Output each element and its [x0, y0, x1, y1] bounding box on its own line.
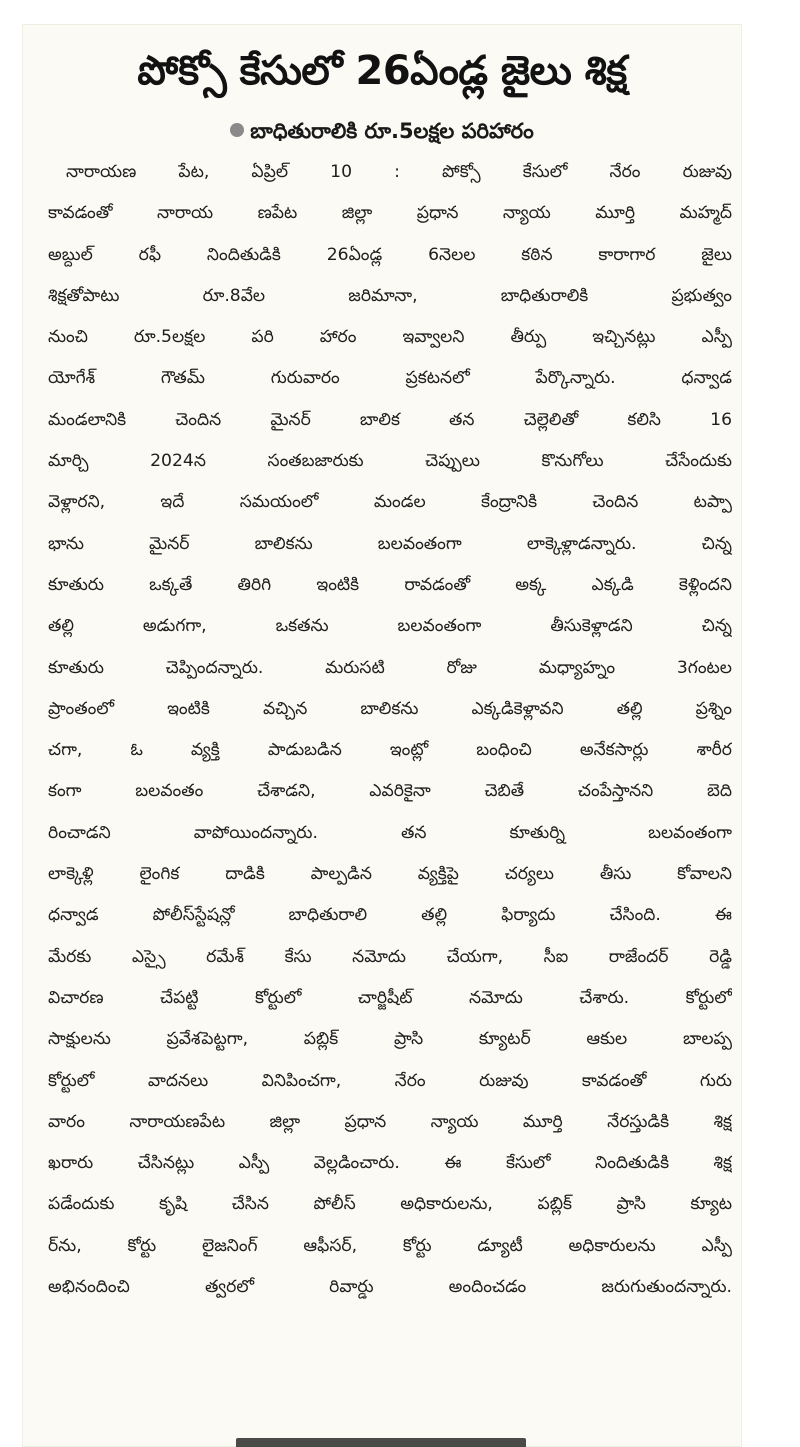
article-line: నారాయణ పేట, ఏప్రిల్ 10 : పోక్సో కేసులో నేరం రుజువు [66, 162, 732, 182]
article-line: లాక్కెళ్లి లైంగిక దాడికి పాల్పడిన వ్యక్తిపై చర్యలు తీసు కోవాలని [48, 864, 732, 885]
article-line: నుంచి రూ.5లక్షల పరి హారం ఇవ్వాలని తీర్పు ఇచ్చినట్లు ఎస్పీ [48, 327, 732, 348]
article-line: కూతురు చెప్పిందన్నారు. మరుసటి రోజు మధ్యాహ్నం 3గంటల [48, 657, 732, 678]
subheadline-text: బాధితురాలికి రూ.5లక్షల పరిహారం [250, 119, 534, 143]
article-line: వారం నారాయణపేట జిల్లా ప్రధాన న్యాయ మూర్తి నేరస్తుడికి శిక్ష [48, 1111, 732, 1132]
bullet-dot-icon [230, 123, 244, 137]
article-subheadline [30, 114, 734, 148]
article-line: అభినందించి త్వరలో రివార్డు అందించడం జరుగుతుందన్నారు. [48, 1277, 732, 1298]
article-line: పడేందుకు కృషి చేసిన పోలీస్ అధికారులను, పబ్లిక్ ప్రాసి క్యూట [48, 1194, 732, 1215]
article-line: కూతురు ఒక్కతే తిరిగి ఇంటికి రావడంతో అక్క ఎక్కడి కెళ్లిందని [48, 574, 732, 595]
article-line: కంగా బలవంతం చేశాడని, ఎవరికైనా చెబితే చంపేస్తానని బెది [48, 781, 732, 802]
article-line: సాక్షులను ప్రవేశపెట్టగా, పబ్లిక్ ప్రాసి క్యూటర్ ఆకుల బాలప్ప [48, 1029, 732, 1050]
article-line: ప్రాంతంలో ఇంటికి వచ్చిన బాలికను ఎక్కడికెళ్లావని తల్లి ప్రశ్నిం [48, 698, 732, 719]
article-line: శిక్షతోపాటు రూ.8వేల జరిమానా, బాధితురాలికి ప్రభుత్వం [48, 285, 732, 306]
article-headline: పోక్సో కేసులో 26ఏండ్ల జైలు శిక్ష [137, 48, 627, 94]
article-line: ఖరారు చేసినట్లు ఎస్పీ వెల్లడించారు. ఈ కేసులో నిందితుడికి శిక్ష [48, 1153, 732, 1174]
article-line: కోర్టులో వాదనలు వినిపించగా, నేరం రుజువు కావడంతో గురు [48, 1070, 732, 1091]
article-line: విచారణ చేపట్టి కోర్టులో చార్జిషీట్ నమోదు చేశారు. కోర్టులో [48, 987, 732, 1008]
article-line: మేరకు ఎస్సై రమేశ్ కేసు నమోదు చేయగా, సీఐ రాజేందర్ రెడ్డి [48, 946, 732, 967]
article-line: ధన్వాడ పోలీస్‌స్టేషన్లో బాధితురాలి తల్లి ఫిర్యాదు చేసింది. ఈ [48, 905, 732, 926]
article-line: రించాడని వాపోయిందన్నారు. తన కూతుర్ని బలవంతంగా [48, 822, 732, 843]
article-line: యోగేశ్ గౌతమ్ గురువారం ప్రకటనలో పేర్కొన్నారు. ధన్వాడ [48, 368, 732, 389]
article-line: తల్లి అడుగగా, ఒకతను బలవంతంగా తీసుకెళ్లాడని చిన్న [48, 616, 732, 637]
cropped-next-headline [236, 1432, 526, 1447]
article-line: చగా, ఓ వ్యక్తి పాడుబడిన ఇంట్లో బంధించి అనేకసార్లు శారీర [48, 740, 732, 761]
article-line: కావడంతో నారాయ ణపేట జిల్లా ప్రధాన న్యాయ మూర్తి మహ్మద్ [48, 203, 732, 224]
article-line: అబ్దుల్ రఫీ నిందితుడికి 26ఏండ్ల 6నెలల కఠిన కారాగార జైలు [48, 244, 732, 265]
article-body [48, 152, 732, 1308]
article-line: భాను మైనర్ బాలికను బలవంతంగా లాక్కెళ్లాడన్నారు. చిన్న [48, 533, 732, 554]
article-line: మార్చి 2024న సంతబజారుకు చెప్పులు కొనుగోలు చేసేందుకు [48, 451, 732, 472]
article-line: ర్‌ను, కోర్టు లైజనింగ్ ఆఫీసర్, కోర్టు డ్యూటీ అధికారులను ఎస్పీ [48, 1235, 732, 1256]
article-line: మండలానికి చెందిన మైనర్ బాలిక తన చెల్లెలితో కలిసి 16 [48, 409, 732, 430]
article-line: వెళ్లారని, ఇదే సమయంలో మండల కేంద్రానికి చెందిన టప్పా [48, 492, 732, 513]
